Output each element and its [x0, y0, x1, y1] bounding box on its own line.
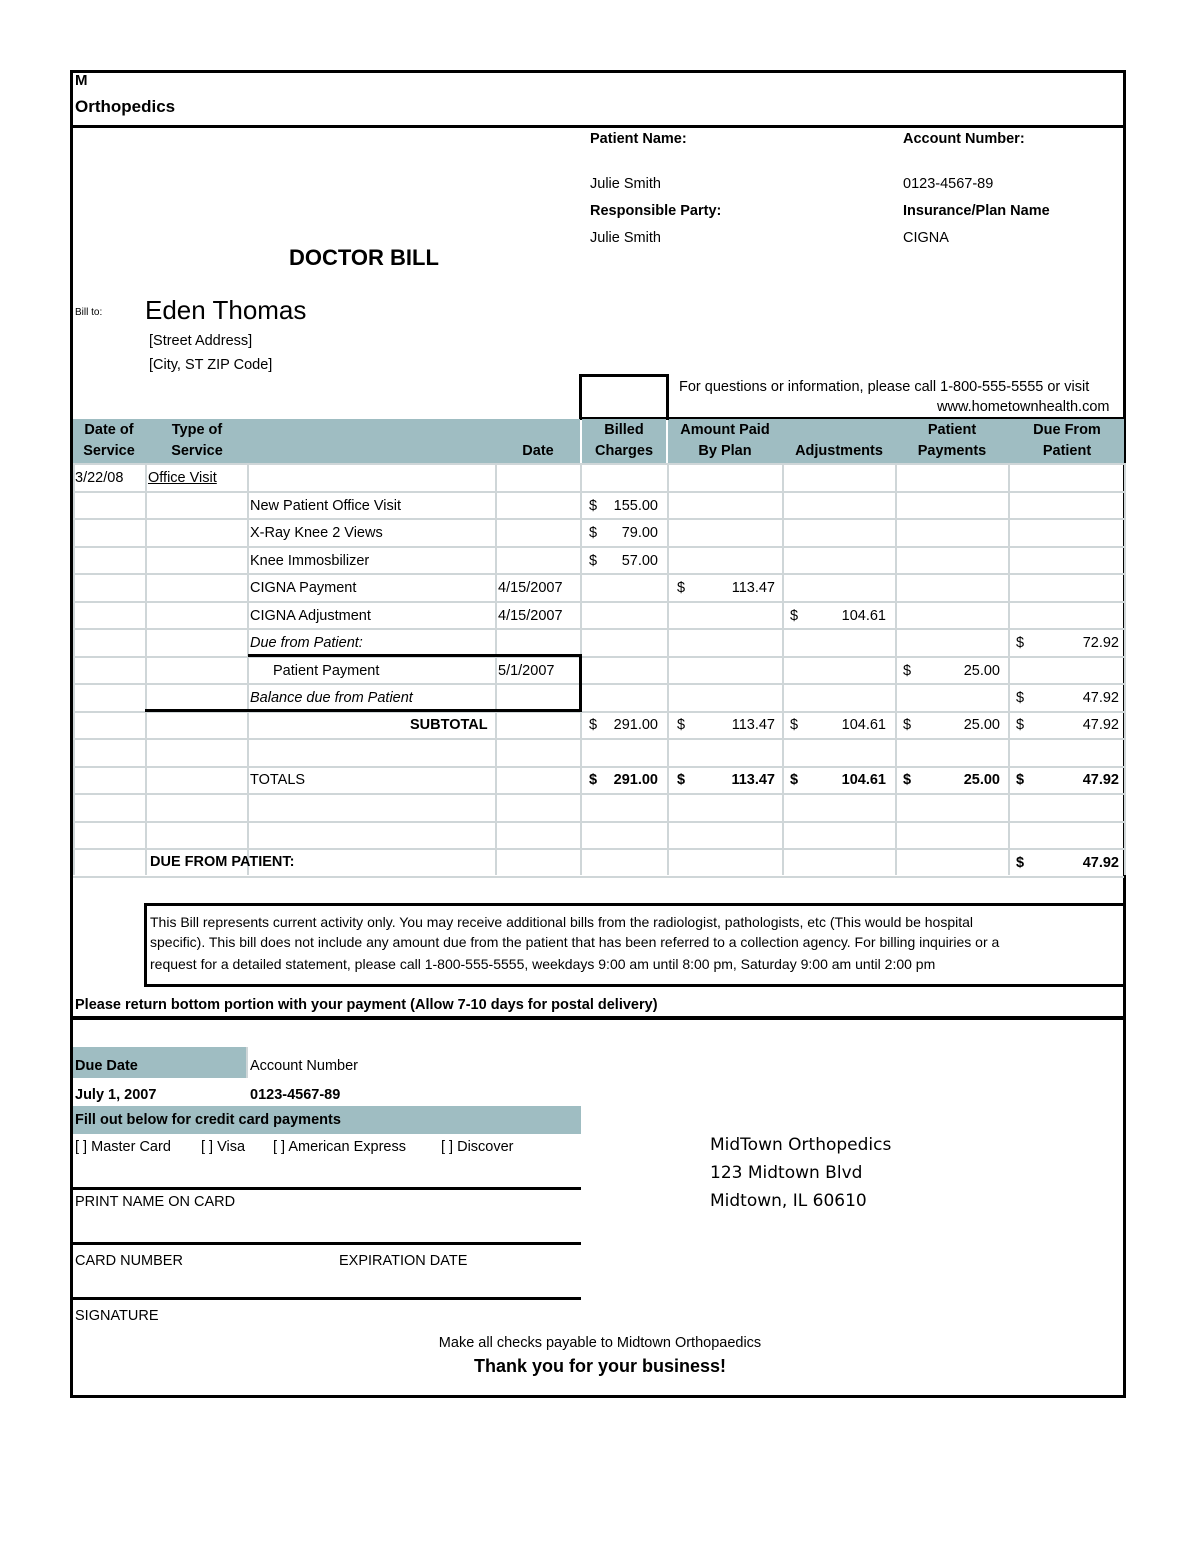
total-adj-value: 104.61 — [841, 717, 886, 733]
tear-line — [70, 1016, 1126, 1020]
total-paid-value: 113.47 — [731, 772, 775, 788]
subtotal-label: SUBTOTAL — [410, 717, 488, 733]
notice-line2: specific). This bill does not include any amount due from the patient that has been referred to a collection agency. For billing inquiries or a — [150, 934, 1000, 950]
account-number: 0123-4567-89 — [903, 176, 994, 192]
grid-row-line — [73, 491, 1124, 493]
col-amount-paid: Amount Paid By Plan — [680, 422, 770, 459]
notice-box-bottom — [144, 984, 1126, 987]
card-option-mastercard[interactable]: [ ] Master Card — [75, 1139, 171, 1155]
due-from-patient-rule — [248, 654, 580, 657]
grid-column-line — [495, 463, 497, 875]
clinic-name-line2: Orthopedics — [75, 97, 176, 116]
account-number-label: Account Number: — [903, 131, 1025, 147]
grid-row-line — [73, 573, 1124, 575]
card-option-amex[interactable]: [ ] American Express — [273, 1139, 406, 1155]
total-due-value: 47.92 — [1082, 717, 1119, 733]
row-description: X-Ray Knee 2 Views — [250, 525, 383, 541]
due-currency: $ — [1016, 855, 1025, 871]
grid-row-line — [73, 601, 1124, 603]
grid-row-line — [73, 683, 1124, 685]
total-currency: $ — [1016, 772, 1025, 788]
col-date: Date — [522, 443, 554, 459]
subtotal-rule — [145, 709, 580, 712]
row-adj-value: 104.61 — [841, 608, 886, 624]
checks-note: Make all checks payable to Midtown Orthopaedics — [438, 1335, 762, 1351]
grid-row-line — [73, 546, 1124, 548]
grid-row-line — [73, 463, 1124, 465]
due-date-band-divider — [246, 1047, 248, 1078]
row-currency: $ — [589, 525, 598, 541]
grid-column-line — [895, 463, 897, 875]
card-number-field[interactable]: CARD NUMBER — [75, 1253, 183, 1269]
row-description: Patient Payment — [273, 663, 380, 679]
thank-you: Thank you for your business! — [473, 1356, 727, 1376]
billed-divider — [579, 654, 582, 712]
page-title: DOCTOR BILL — [289, 245, 439, 270]
row-description: New Patient Office Visit — [250, 498, 401, 514]
total-pay-value: 25.00 — [963, 717, 1000, 733]
row-description: CIGNA Adjustment — [250, 608, 371, 624]
total-pay-value: 25.00 — [963, 772, 1000, 788]
total-due-value: 47.92 — [1082, 772, 1119, 788]
row-currency: $ — [589, 553, 598, 569]
contact-website: www.hometownhealth.com — [937, 399, 1110, 415]
row-date: 5/1/2007 — [498, 663, 555, 679]
row-currency: $ — [589, 498, 598, 514]
card-option-visa[interactable]: [ ] Visa — [201, 1139, 246, 1155]
stub-account-number: 0123-4567-89 — [250, 1087, 341, 1103]
contact-box-left — [579, 374, 582, 420]
total-currency: $ — [677, 717, 686, 733]
clinic-name-line1: M — [75, 72, 88, 89]
due-from-patient-value: 47.92 — [1082, 855, 1119, 871]
visit-type: Office Visit — [148, 470, 217, 486]
remit-address-line3: Midtown, IL 60610 — [710, 1191, 867, 1211]
grid-row-line — [73, 793, 1124, 795]
row-pay-value: 25.00 — [963, 663, 1000, 679]
grid-column-line — [782, 463, 784, 875]
responsible-party: Julie Smith — [590, 230, 661, 246]
total-adj-value: 104.61 — [841, 772, 886, 788]
total-currency: $ — [790, 772, 799, 788]
total-currency: $ — [790, 717, 799, 733]
bill-to-street: [Street Address] — [149, 333, 253, 349]
remit-address-line1: MidTown Orthopedics — [710, 1135, 892, 1155]
col-due-from-patient: Due From Patient — [1033, 422, 1101, 459]
print-name-line — [70, 1187, 581, 1190]
row-billed-value: 79.00 — [621, 525, 658, 541]
total-currency: $ — [589, 717, 598, 733]
grid-row-line — [73, 876, 1124, 878]
total-currency: $ — [589, 772, 598, 788]
total-billed-value: 291.00 — [613, 772, 658, 788]
total-currency: $ — [1016, 717, 1025, 733]
grid-column-line — [73, 463, 75, 875]
notice-box-left — [144, 903, 147, 987]
contact-box-top — [579, 374, 669, 377]
grid-row-line — [73, 766, 1124, 768]
row-description: Knee Immosbilizer — [250, 553, 370, 569]
totals-label: TOTALS — [250, 772, 306, 788]
grid-row-line — [73, 656, 1124, 658]
stub-account-label: Account Number — [250, 1058, 358, 1074]
row-currency: $ — [677, 580, 686, 596]
signature-line — [70, 1297, 581, 1300]
signature-field[interactable]: SIGNATURE — [75, 1308, 159, 1324]
grid-column-line — [1124, 463, 1126, 875]
grid-column-line — [247, 463, 249, 875]
col-patient-payments: Patient Payments — [917, 422, 987, 459]
insurance-label: Insurance/Plan Name — [903, 203, 1050, 219]
notice-line3: request for a detailed statement, please call 1-800-555-5555, weekdays 9:00 am until 8:00 pm, Saturday 9:00 am until 2:00 pm — [150, 956, 936, 972]
expiration-date-field[interactable]: EXPIRATION DATE — [339, 1253, 468, 1269]
due-date-label: Due Date — [75, 1058, 138, 1074]
grid-row-line — [73, 628, 1124, 630]
row-currency: $ — [790, 608, 799, 624]
bill-to-label: Bill to: — [75, 307, 103, 318]
total-currency: $ — [903, 772, 912, 788]
row-due-value: 72.92 — [1082, 635, 1119, 651]
row-description: Due from Patient: — [250, 635, 363, 651]
row-billed-value: 155.00 — [613, 498, 658, 514]
responsible-party-label: Responsible Party: — [590, 203, 722, 219]
col-date-of-service: Date of Service — [83, 422, 135, 459]
bill-to-city: [City, ST ZIP Code] — [149, 357, 273, 373]
grid-row-line — [73, 821, 1124, 823]
row-currency: $ — [1016, 690, 1025, 706]
notice-line1: This Bill represents current activity only. You may receive additional bills from the radiologist, pathologists, etc (This would be hospital — [150, 914, 974, 930]
col-adjustments: Adjustments — [795, 443, 883, 459]
visit-date: 3/22/08 — [75, 470, 124, 486]
contact-box-divider — [666, 377, 669, 420]
total-currency: $ — [677, 772, 686, 788]
credit-card-header: Fill out below for credit card payments — [75, 1112, 341, 1128]
return-note: Please return bottom portion with your payment (Allow 7-10 days for postal delivery) — [75, 997, 658, 1013]
print-name-field[interactable]: PRINT NAME ON CARD — [75, 1194, 236, 1210]
row-description: Balance due from Patient — [250, 690, 413, 706]
bill-to-name: Eden Thomas — [145, 295, 307, 325]
grid-row-line — [73, 848, 1124, 850]
due-date: July 1, 2007 — [75, 1087, 157, 1103]
contact-line1: For questions or information, please call 1-800-555-5555 or visit — [679, 379, 1090, 395]
total-billed-value: 291.00 — [613, 717, 658, 733]
row-due-value: 47.92 — [1082, 690, 1119, 706]
grid-row-line — [73, 518, 1124, 520]
row-date: 4/15/2007 — [498, 580, 563, 596]
row-description: CIGNA Payment — [250, 580, 357, 596]
total-currency: $ — [903, 717, 912, 733]
col-billed-charges: Billed Charges — [594, 422, 654, 459]
insurance-name: CIGNA — [903, 230, 949, 246]
patient-name-label: Patient Name: — [590, 131, 687, 147]
total-paid-value: 113.47 — [731, 717, 775, 733]
grid-column-line — [145, 463, 147, 875]
header-divider — [70, 125, 1126, 128]
card-option-discover[interactable]: [ ] Discover — [441, 1139, 514, 1155]
row-paid-value: 113.47 — [731, 580, 775, 596]
grid-column-line — [1008, 463, 1010, 875]
due-from-patient-label: DUE FROM PATIENT: — [150, 854, 295, 870]
notice-box-top — [144, 903, 1126, 906]
row-currency: $ — [1016, 635, 1025, 651]
remit-address-line2: 123 Midtown Blvd — [710, 1163, 863, 1183]
grid-column-line — [667, 463, 669, 875]
left-edge-mark — [70, 710, 73, 804]
patient-name: Julie Smith — [590, 176, 661, 192]
col-type-of-service: Type of Service — [171, 422, 223, 459]
row-date: 4/15/2007 — [498, 608, 563, 624]
row-currency: $ — [903, 663, 912, 679]
card-number-line — [70, 1242, 581, 1245]
grid-row-line — [73, 738, 1124, 740]
row-billed-value: 57.00 — [621, 553, 658, 569]
